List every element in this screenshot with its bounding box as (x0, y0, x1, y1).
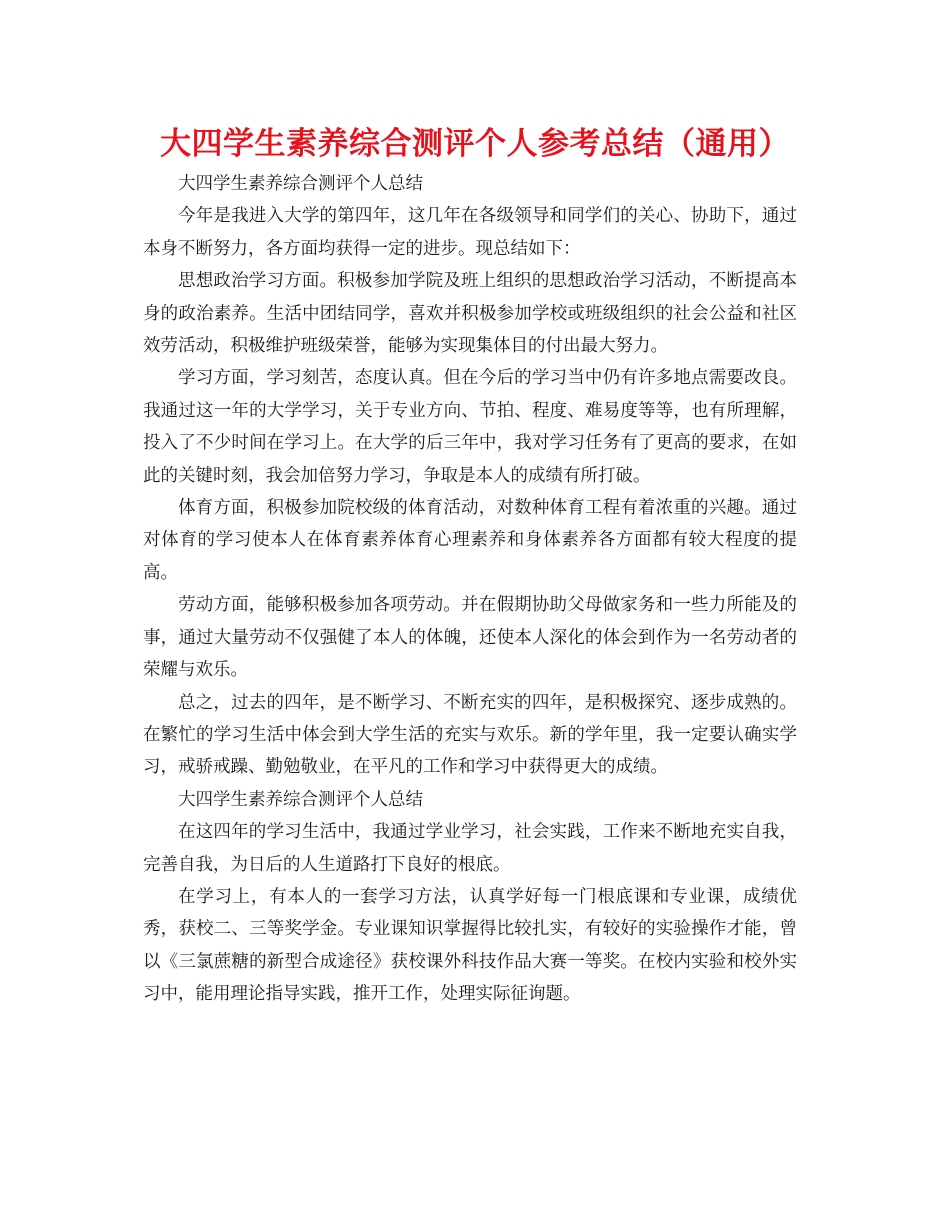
document-title: 大四学生素养综合测评个人参考总结（通用） (160, 126, 790, 162)
body-paragraph: 劳动方面，能够积极参加各项劳动。并在假期协助父母做家务和一些力所能及的事，通过大量劳动不仅强健了本人的体魄，还使本人深化的体会到作为一名劳动者的荣耀与欢乐。 (143, 595, 797, 681)
subheading-paragraph: 大四学生素养综合测评个人总结 (178, 174, 423, 194)
document-body (143, 168, 797, 1011)
subheading-paragraph: 大四学生素养综合测评个人总结 (178, 789, 423, 810)
body-paragraph: 思想政治学习方面。积极参加学院及班上组织的思想政治学习活动，不断提高本身的政治素养。生活中团结同学，喜欢并积极参加学校或班级组织的社会公益和社区效劳活动，积极维护班级荣誉，能够为实现集体目的付出最大努力。 (143, 271, 797, 357)
body-paragraph: 学习方面，学习刻苦，态度认真。但在今后的学习当中仍有许多地点需要改良。我通过这一年的大学学习，关于专业方向、节拍、程度、难易度等等，也有所理解，投入了不少时间在学习上。在大学的后三年中，我对学习任务有了更高的要求，在如此的关键时刻，我会加倍努力学习，争取是本人的成绩有所打破。 (143, 368, 797, 486)
body-paragraph: 总之，过去的四年，是不断学习、不断充实的四年，是积极探究、逐步成熟的。在繁忙的学习生活中体会到大学生活的充实与欢乐。新的学年里，我一定要认确实学习，戒骄戒躁、勤勉敬业，在平凡的工作和学习中获得更大的成绩。 (143, 692, 797, 778)
body-paragraph: 今年是我进入大学的第四年，这几年在各级领导和同学们的关心、协助下，通过本身不断努力，各方面均获得一定的进步。现总结如下： (143, 206, 797, 259)
body-paragraph: 在这四年的学习生活中，我通过学业学习，社会实践，工作来不断地充实自我，完善自我，为日后的人生道路打下良好的根底。 (143, 822, 797, 875)
body-paragraph: 在学习上，有本人的一套学习方法，认真学好每一门根底课和专业课，成绩优秀，获校二、三等奖学金。专业课知识掌握得比较扎实，有较好的实验操作才能，曾以《三氯蔗糖的新型合成途径》获校课外科技作品大赛一等奖。在校内实验和校外实习中，能用理论指导实践，推开工作，处理实际征询题。 (143, 886, 797, 1005)
body-paragraph: 体育方面，积极参加院校级的体育活动，对数种体育工程有着浓重的兴趣。通过对体育的学习使本人在体育素养体育心理素养和身体素养各方面都有较大程度的提高。 (143, 498, 797, 583)
